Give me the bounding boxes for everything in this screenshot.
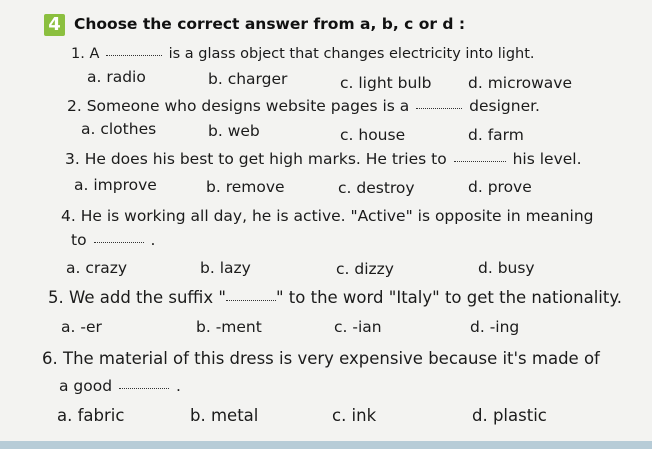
question-1-option-d[interactable]: d. microwave (468, 74, 573, 92)
question-5 (48, 288, 622, 307)
question-3-blank[interactable] (454, 160, 506, 162)
question-6-blank[interactable] (119, 387, 169, 389)
question-2-option-c[interactable]: c. house (340, 126, 406, 144)
question-3 (65, 150, 582, 168)
question-3-option-a[interactable]: a. improve (74, 176, 157, 194)
page-bottom-edge (0, 441, 652, 449)
question-2-option-b[interactable]: b. web (208, 122, 260, 140)
question-4-option-b[interactable]: b. lazy (200, 259, 251, 277)
question-1 (71, 46, 535, 62)
question-1-text-after: is a glass object that changes electricity into light. (168, 46, 535, 62)
question-6-option-c[interactable]: c. ink (332, 406, 377, 425)
instructions: Choose the correct answer from a, b, c or d : (74, 15, 466, 33)
question-1-blank[interactable] (106, 54, 162, 56)
question-5-option-c[interactable]: c. -ian (334, 318, 382, 336)
question-4-line-2 (71, 231, 155, 249)
question-6-line-2 (59, 377, 181, 395)
question-5-option-b[interactable]: b. -ment (196, 318, 262, 336)
question-2-option-a[interactable]: a. clothes (81, 120, 157, 138)
question-4-blank[interactable] (94, 241, 144, 243)
question-5-blank[interactable] (226, 299, 276, 301)
question-6-text-before: a good (59, 377, 113, 395)
question-4-option-d[interactable]: d. busy (478, 259, 535, 277)
question-5-option-d[interactable]: d. -ing (470, 318, 520, 336)
question-6-option-b[interactable]: b. metal (190, 406, 259, 425)
question-3-option-b[interactable]: b. remove (206, 178, 285, 196)
question-1-option-c[interactable]: c. light bulb (340, 74, 432, 92)
question-4-line-1: 4. He is working all day, he is active. "Active" is opposite in meaning (61, 207, 594, 225)
question-4-text-after: . (150, 231, 156, 249)
question-3-option-d[interactable]: d. prove (468, 178, 532, 196)
question-2 (67, 97, 540, 115)
question-2-blank[interactable] (416, 107, 462, 109)
question-1-text-before: 1. A (71, 46, 100, 62)
question-4-option-c[interactable]: c. dizzy (336, 260, 394, 278)
question-4-option-a[interactable]: a. crazy (66, 259, 128, 277)
question-2-text-after: designer. (469, 97, 540, 115)
question-5-option-a[interactable]: a. -er (61, 318, 102, 336)
question-3-option-c[interactable]: c. destroy (338, 179, 415, 197)
question-3-text-after: his level. (512, 150, 582, 168)
question-3-text-before: 3. He does his best to get high marks. He tries to (65, 150, 447, 168)
section-number-badge: 4 (44, 14, 65, 36)
question-2-option-d[interactable]: d. farm (468, 126, 524, 144)
question-2-text-before: 2. Someone who designs website pages is a (67, 97, 410, 115)
question-5-text-before: 5. We add the suffix " (48, 288, 226, 307)
question-6-text-after: . (175, 377, 181, 395)
question-1-option-b[interactable]: b. charger (208, 70, 288, 88)
question-5-text-after: " to the word "Italy" to get the nationality. (275, 288, 623, 307)
question-4-text-before: to (71, 231, 87, 249)
question-6-option-d[interactable]: d. plastic (472, 406, 547, 425)
question-1-option-a[interactable]: a. radio (87, 68, 146, 86)
question-6-option-a[interactable]: a. fabric (57, 406, 125, 425)
question-6-line-1: 6. The material of this dress is very expensive because it's made of (42, 349, 600, 368)
